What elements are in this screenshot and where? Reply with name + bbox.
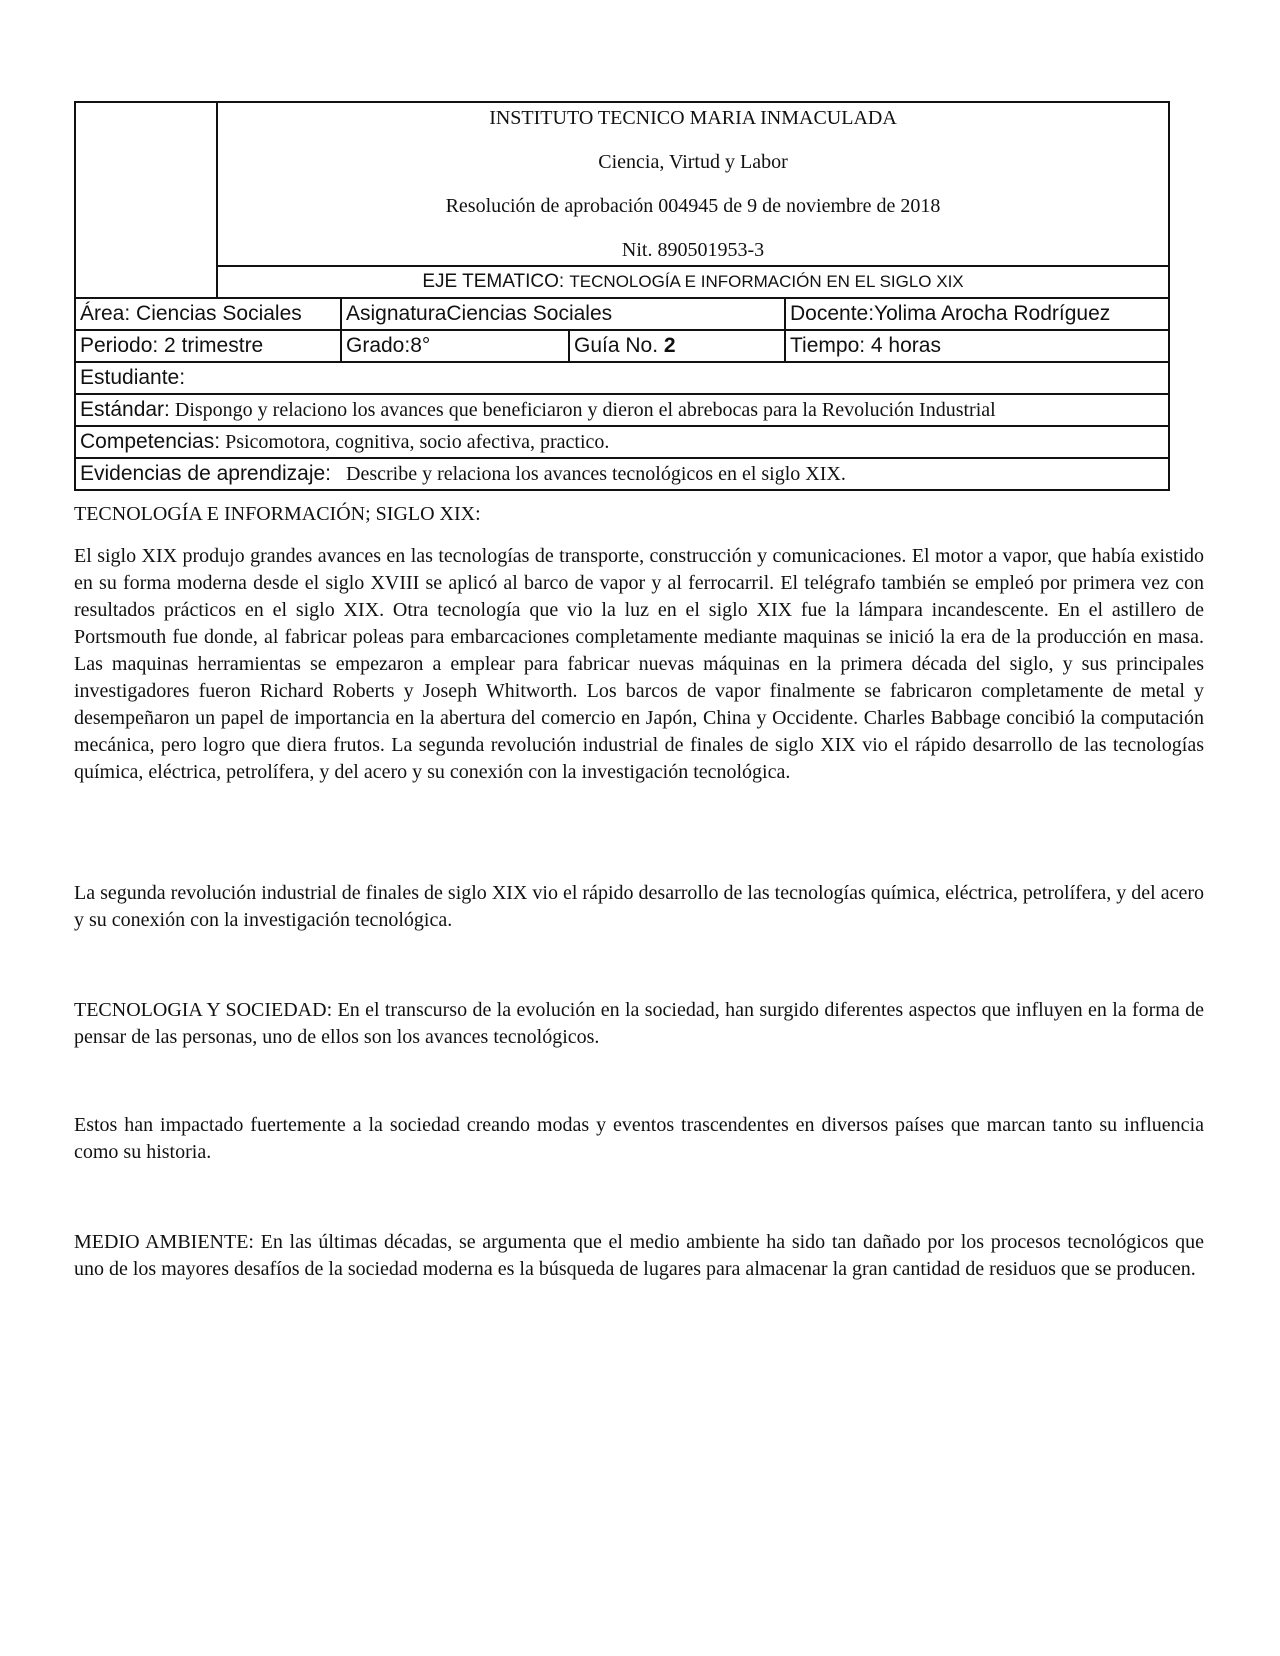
paragraph <box>74 997 1204 1051</box>
paragraph <box>74 543 1204 786</box>
estandar-value: Dispongo y relaciono los avances que beneficiaron y dieron el abrebocas para la Revolución Industrial <box>169 399 996 421</box>
guia-cell <box>569 330 785 362</box>
institution-name: INSTITUTO TECNICO MARIA INMACULADA <box>489 107 897 129</box>
eje-label: EJE TEMATICO: <box>422 271 570 292</box>
paragraph-text: Estos han impactado fuertemente a la sociedad creando modas y eventos trascendentes en diversos países que marcan tanto su influencia como su historia. <box>74 1114 1204 1163</box>
paragraph <box>74 1229 1204 1283</box>
eje-tematico <box>217 266 1169 298</box>
paragraph-text: La segunda revolución industrial de finales de siglo XIX vio el rápido desarrollo de las tecnologías química, eléctrica, petrolífera, y del acero y su conexión con la investigación tecnológica. <box>74 882 1204 931</box>
competencias-label: Competencias: <box>80 430 221 453</box>
competencias-value: Psicomotora, cognitiva, socio afectiva, practico. <box>220 431 610 453</box>
paragraph-text: El siglo XIX produjo grandes avances en las tecnologías de transporte, construcción y comunicaciones. El motor a vapor, que había existido en su forma moderna desde el siglo XVIII se aplicó al barco de vapor y al ferrocarril. El telégrafo también se empleó por primera vez con resultados prácticos en el siglo XIX. Otra tecnología que vio la luz en el siglo XIX fue la lámpara incandescente. En el astillero de Portsmouth fue donde, al fabricar poleas para embarcaciones completamente mediante maquinas se inició la era de la producción en masa. Las maquinas herramientas se empezaron a emplear para fabricar nuevas máquinas en la primera década del siglo, y sus principales investigadores fueron Richard Roberts y Joseph Whitworth. Los barcos de vapor finalmente se fabricaron completamente de metal y desempeñaron un papel de importancia en la abertura del comercio en Japón, China y Occidente. Charles Babbage concibió la computación mecánica, pero logro que diera frutos. La segunda revolución industrial de finales de siglo XIX vio el rápido desarrollo de las tecnologías química, eléctrica, petrolífera, y del acero y su conexión con la investigación tecnológica. <box>74 545 1204 783</box>
asignatura-cell: AsignaturaCiencias Sociales <box>341 298 785 330</box>
paragraph-text: MEDIO AMBIENTE: En las últimas décadas, se argumenta que el medio ambiente ha sido tan dañado por los procesos tecnológicos que uno de los mayores desafíos de la sociedad moderna es la búsqueda de lugares para almacenar la gran cantidad de residuos que se producen. <box>74 1231 1204 1280</box>
grado-cell: Grado:8° <box>341 330 569 362</box>
paragraph <box>74 1112 1204 1166</box>
evidencias-value: Describe y relaciona los avances tecnológicos en el siglo XIX. <box>331 463 846 485</box>
estandar-label: Estándar: <box>80 398 170 421</box>
header-table <box>74 101 1170 491</box>
estudiante-field[interactable]: Estudiante: <box>75 362 1169 394</box>
eje-topic: TECNOLOGÍA E INFORMACIÓN EN EL SIGLO XIX <box>569 272 964 291</box>
tiempo-cell: Tiempo: 4 horas <box>785 330 1169 362</box>
logo-cell <box>75 102 217 298</box>
paragraph-text: TECNOLOGIA Y SOCIEDAD: En el transcurso de la evolución en la sociedad, han surgido diferentes aspectos que influyen en la forma de pensar de las personas, uno de ellos son los avances tecnológicos. <box>74 999 1204 1048</box>
guia-label: Guía No. <box>574 334 664 357</box>
evidencias-label: Evidencias de aprendizaje: <box>80 462 331 485</box>
section-title: TECNOLOGÍA E INFORMACIÓN; SIGLO XIX: <box>74 503 481 525</box>
estandar-row <box>75 394 1169 426</box>
competencias-row <box>75 426 1169 458</box>
evidencias-row <box>75 458 1169 490</box>
docente-cell: Docente:Yolima Arocha Rodríguez <box>785 298 1169 330</box>
paragraph <box>74 880 1204 934</box>
area-cell: Área: Ciencias Sociales <box>75 298 341 330</box>
resolution-text: Resolución de aprobación 004945 de 9 de noviembre de 2018 <box>445 195 941 217</box>
nit-text: Nit. 890501953-3 <box>621 239 765 261</box>
guia-number: 2 <box>663 334 676 357</box>
institution-motto: Ciencia, Virtud y Labor <box>598 151 788 173</box>
periodo-cell: Periodo: 2 trimestre <box>75 330 341 362</box>
institution-block <box>217 102 1169 266</box>
